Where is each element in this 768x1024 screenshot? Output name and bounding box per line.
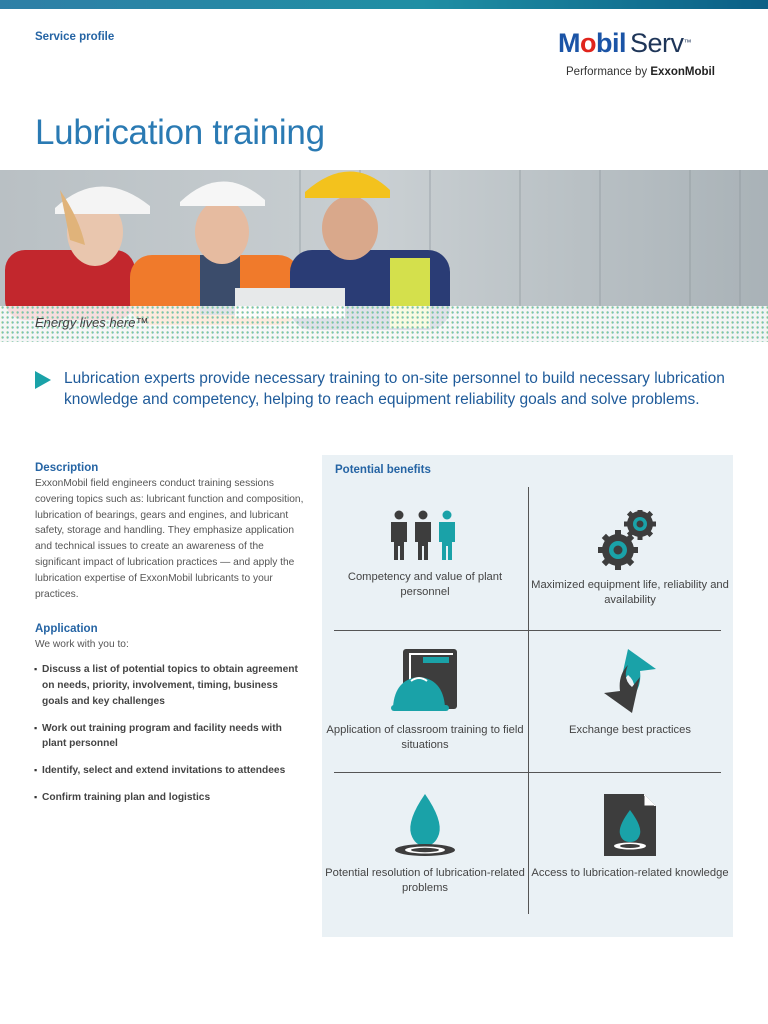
logo-serv: Serv	[630, 28, 684, 58]
slogan: Energy lives here™	[35, 315, 149, 330]
top-accent-bar	[0, 0, 768, 9]
application-heading: Application	[35, 623, 98, 636]
benefit-label: Access to lubrication-related knowledge	[531, 867, 729, 879]
logo-mobil-bil: bil	[596, 28, 626, 58]
benefit-cell	[527, 647, 733, 738]
benefits-heading: Potential benefits	[335, 464, 431, 476]
oil-drop-icon	[393, 792, 457, 858]
logo-mobil-o: o	[580, 28, 596, 58]
book-hardhat-icon	[389, 647, 461, 715]
list-item: ▪ Discuss a list of potential topics to obtain agreement on needs, priority, involvement, timing, business goals and key challenges	[35, 662, 305, 709]
gears-icon	[598, 510, 662, 570]
play-arrow-icon	[35, 371, 51, 389]
lead-text: Lubrication experts provide necessary training to on-site personnel to build necessary lubrication knowledge and competency, helping to reach equipment reliability goals and solve problems.	[64, 370, 725, 408]
exchange-arrows-icon	[598, 647, 662, 715]
tagline-brand: ExxonMobil	[650, 66, 715, 78]
list-item: ▪ Identify, select and extend invitations to attendees	[35, 763, 305, 779]
document-drop-icon	[602, 792, 658, 858]
benefit-cell	[322, 792, 528, 896]
lead-statement	[35, 369, 735, 410]
mobil-serv-logo	[558, 28, 740, 58]
brand-tagline	[566, 66, 740, 78]
benefit-cell	[322, 510, 528, 600]
logo-mobil-m: M	[558, 28, 580, 58]
benefit-cell	[322, 647, 528, 753]
benefits-panel	[322, 455, 733, 937]
benefit-label: Potential resolution of lubrication-related problems	[325, 867, 525, 894]
hero-banner	[0, 170, 768, 342]
left-column	[35, 462, 305, 817]
benefit-label: Exchange best practices	[569, 724, 691, 736]
page-title: Lubrication training	[35, 113, 325, 152]
benefit-cell	[527, 792, 733, 881]
brand-logo-block	[558, 28, 740, 78]
grid-divider	[334, 630, 721, 631]
list-item: ▪ Work out training program and facility needs with plant personnel	[35, 721, 305, 753]
tagline-prefix: Performance by	[566, 66, 651, 78]
description-heading: Description	[35, 462, 99, 474]
description-body: ExxonMobil field engineers conduct training sessions covering topics such as: lubricant function and composition, lubrication of bearings, gears and engines, and lubricant safety, storage and handling. They emphasize application and technical issues to create an awareness of the significant impact of lubrication practices — and apply the lubrication expertise of ExxonMobil lubricants to your practices.	[35, 478, 304, 600]
application-list	[35, 662, 305, 806]
list-item: ▪ Confirm training plan and logistics	[35, 790, 305, 806]
people-icon	[389, 510, 461, 562]
benefit-cell	[527, 510, 733, 608]
application-intro: We work with you to:	[35, 639, 129, 651]
grid-divider	[334, 772, 721, 773]
logo-trademark: ™	[683, 38, 692, 47]
benefit-label: Competency and value of plant personnel	[347, 571, 503, 598]
benefit-label: Application of classroom training to field situations	[326, 724, 524, 751]
benefit-label: Maximized equipment life, reliability and availability	[531, 579, 729, 606]
section-label: Service profile	[35, 31, 115, 43]
